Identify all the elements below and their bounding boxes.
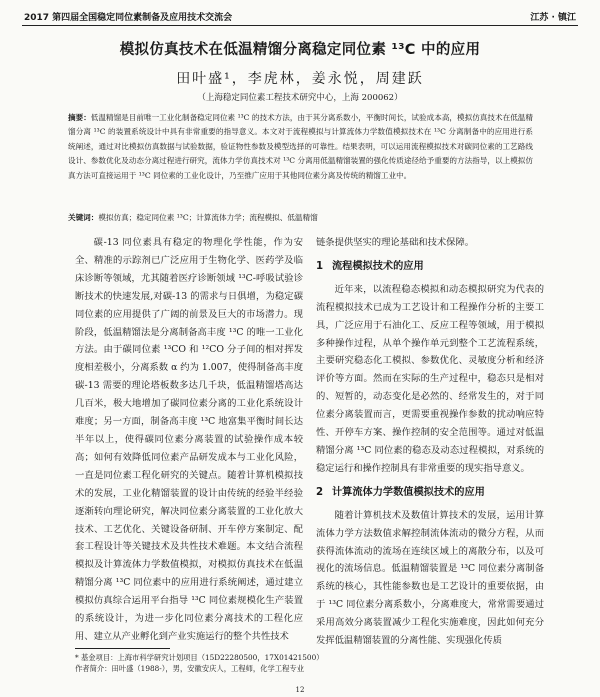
body-column-right: [316, 234, 544, 650]
body-column-left: [75, 234, 303, 646]
section-title: 流程模拟技术的应用: [332, 260, 424, 272]
paper-title: 模拟仿真技术在低温精馏分离稳定同位素 ¹³C 中的应用: [119, 42, 481, 58]
footnote-rule: [75, 648, 170, 649]
section-title: 计算流体力学数值模拟技术的应用: [332, 486, 485, 498]
footnotes: [75, 652, 545, 674]
header-location: 江苏 · 镇江: [530, 13, 576, 23]
intro-paragraph: 碳-13 同位素具有稳定的物理化学性能，作为安全、精准的示踪剂已广泛应用于生物化学、医药学及临床诊断等领域，尤其随着医疗诊断领域 ¹³C-呼吸试验诊断技术的快速发展,对碳-13 的需求与日俱增，为稳定碳同位素的应用提供了广阔的前景及巨大的市场潜力。现阶段，低温精馏法是分离制备高丰度 ¹³C 的唯一工业化方法。由于碳同位素 ¹³CO 和 ¹²CO 分子间的相对挥发度相差极小，分离系数 α 约为 1.007，使得制备高丰度碳-13 需要的理论塔板数多达几千块，低温精馏塔高达几百米，极大地增加了碳同位素分离的工业化系统设计难度；另一方面，制备高丰度 ¹³C 地富集平衡时间长达半年以上，使得碳同位素分离装置的试验操作成本较高；如何有效降低同位素产品研发成本与工业化风险，一直是同位素工程化研究的关键点。随着计算机模拟技术的发展，工业化精馏装置的设计由传统的经验半经验逐渐转向理论研究，解决同位素分离装置的工业化放大技术、工艺优化、关键设备研制、开车停方案制定、配套工程设计等关键技术及共性技术难题。本文结合流程模拟及计算流体力学数值模拟，对模拟仿真技术在低温精馏分离 ¹³C 同位素中的应用进行系统阐述，通过建立模拟仿真综合运用平台指导 ¹³C 同位素规模化生产装置的系统设计，为进一步化同位素分离技术的工程化应用、建立从产业孵化到产业实施运行的整个共性技术: [75, 237, 303, 642]
footnote-funding: * 基金项目：上海市科学研究计划项目（15D22280500，17X01421500）: [75, 653, 324, 662]
abstract-label: 摘要：: [68, 113, 91, 122]
footnote-author: 作者简介：田叶盛（1988-），男，安徽安庆人，工程师，化学工程专业: [75, 664, 304, 673]
section-number: 1: [316, 260, 324, 272]
author-list: 田叶盛¹，李虎林，姜永悦，周建跃: [176, 71, 424, 87]
section-1-paragraph: 近年来，以流程稳态模拟和动态模拟研究为代表的流程模拟技术已成为工艺设计和工程操作分析的主要工具，广泛应用于石油化工、反应工程等领域，用于模拟多种操作过程，从单个操作单元到整个工艺流程系统，主要研究稳态化工模拟、参数优化、灵敏度分析和经济评价等方面。然而在实际的生产过程中，稳态只是相对的、短暂的，动态变化是必然的、经常发生的，对于同位素分离装置而言，更需要重视操作参数的扰动响应特性、开停车方案、操作控制的安全范围等。通过对低温精馏分离 ¹³C 同位素的稳态及动态过程模拟，对系统的稳定运行和操作控制具有非常重要的现实指导意义。: [316, 283, 544, 474]
intro-continuation: 链条提供坚实的理论基础和技术保障。: [316, 237, 475, 248]
abstract-text: 低温精馏是目前唯一工业化制备稳定同位素 ¹³C 的技术方法，由于其分离系数小，平衡时间长，试验成本高，模拟仿真技术在低温精馏分离 ¹³C 的装置系统设计中具有非常重要的指导意义。本文对于流程模拟与计算流体力学数值模拟技术在 ¹³C 分离制备中的应用进行系统阐述，通过对比模拟仿真数据与试验数据，验证物性参数及模型选择的可靠性。结果表明，可以运用流程模拟技术对碳同位素的工艺路线设计、参数优化及动态分离过程进行研究，流体力学仿真技术对 ¹³C 分离用低温精馏装置的强化传质途径给予重要的方法指导，以上模拟仿真方法可直接运用于 ¹³C 同位素的工业化设计，乃至推广应用于其他同位素分离及传统的精馏工业中。: [68, 113, 533, 180]
section-heading-2: [316, 484, 544, 502]
section-heading-1: [316, 258, 544, 276]
affiliation: （上海稳定同位素工程技术研究中心，上海 200062）: [197, 93, 403, 103]
keywords-text: 模拟仿真；稳定同位素 ¹³C；计算流体力学；流程模拟、低温精馏: [98, 213, 318, 222]
running-header: [22, 8, 578, 26]
header-conference: 2017 第四届全国稳定同位素制备及应用技术交流会: [24, 13, 233, 23]
section-2-paragraph: 随着计算机技术及数值计算技术的发展，运用计算流体力学方法数值求解控制流体流动的微分方程，从而获得流体流动的流场在连续区域上的离散分布，以及可视化的流场信息。低温精馏装置是 ¹³C 同位素分离制备系统的核心，其性能参数也是工艺设计的重要依据，由于 ¹³C 同位素分离系数小，分离难度大，常常需要通过采用高效分离装置减少工程化实施难度，因此如何充分发挥低温精馏装置的分离性能、实现强化传质: [316, 509, 544, 647]
abstract: [68, 111, 533, 183]
keywords: [68, 212, 533, 223]
page-number: 12: [295, 686, 305, 694]
keywords-label: 关键词：: [68, 213, 99, 222]
section-number: 2: [316, 486, 324, 498]
